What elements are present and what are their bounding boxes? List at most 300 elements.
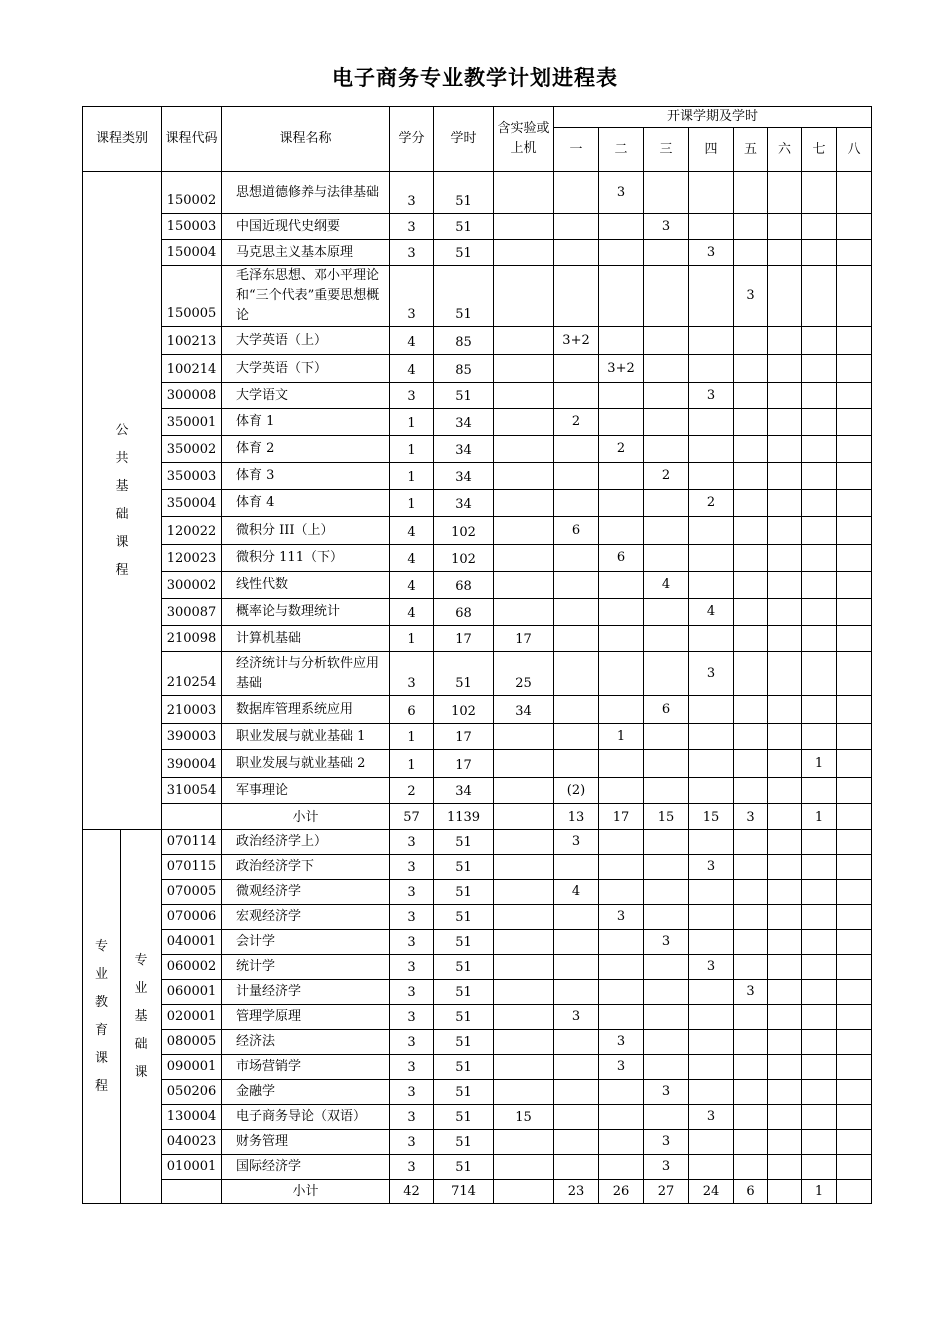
course-semester-hours [554,1105,599,1130]
course-lab [494,750,554,778]
header-hours: 学时 [434,107,494,172]
course-semester-hours: 3 [689,652,734,696]
course-semester-hours: (2) [554,778,599,804]
course-semester-hours [837,626,872,652]
subtotal-semester-hours: 26 [599,1180,644,1204]
header-semester: 四 [689,128,734,172]
header-code: 课程代码 [162,107,222,172]
course-semester-hours [689,572,734,599]
course-semester-hours [554,1080,599,1105]
course-semester-hours [837,696,872,724]
course-semester-hours [802,572,837,599]
course-semester-hours [837,1105,872,1130]
header-semester: 七 [802,128,837,172]
course-semester-hours [802,1155,837,1180]
course-lab [494,490,554,517]
course-semester-hours [802,545,837,572]
course-semester-hours [837,750,872,778]
course-hours: 34 [434,409,494,436]
course-semester-hours: 4 [644,572,689,599]
course-semester-hours [768,1005,802,1030]
course-semester-hours [768,517,802,545]
course-credit: 3 [390,830,434,855]
course-name: 数据库管理系统应用 [222,696,390,724]
course-semester-hours [554,545,599,572]
course-semester-hours [802,980,837,1005]
table-row [83,463,872,490]
subcategory-professional-basic-char: 专 [134,952,148,968]
course-semester-hours [837,545,872,572]
course-semester-hours [802,240,837,266]
course-name: 政治经济学下 [222,855,390,880]
course-name: 会计学 [222,930,390,955]
course-hours: 68 [434,599,494,626]
course-credit: 3 [390,930,434,955]
course-semester-hours [689,327,734,355]
course-semester-hours [837,652,872,696]
course-semester-hours [734,463,768,490]
subtotal-label: 小计 [222,1180,390,1204]
course-semester-hours [599,955,644,980]
course-semester-hours [837,1130,872,1155]
course-lab: 15 [494,1105,554,1130]
course-semester-hours [734,572,768,599]
course-semester-hours [554,1155,599,1180]
course-code: 300002 [162,572,222,599]
course-hours: 51 [434,880,494,905]
course-semester-hours [599,383,644,409]
course-code: 210003 [162,696,222,724]
course-semester-hours [802,1080,837,1105]
course-hours: 51 [434,955,494,980]
category-public-basic [83,172,162,830]
course-semester-hours [689,880,734,905]
course-credit: 4 [390,545,434,572]
course-semester-hours [734,696,768,724]
header-name: 课程名称 [222,107,390,172]
course-lab [494,172,554,214]
course-semester-hours [599,626,644,652]
course-credit: 3 [390,266,434,327]
course-semester-hours: 2 [554,409,599,436]
course-lab: 34 [494,696,554,724]
course-semester-hours: 3+2 [599,355,644,383]
course-semester-hours [689,724,734,750]
course-name: 电子商务导论（双语） [222,1105,390,1130]
course-name: 微观经济学 [222,880,390,905]
course-semester-hours [599,652,644,696]
course-semester-hours [768,240,802,266]
course-semester-hours [734,626,768,652]
subtotal-semester-hours [837,1180,872,1204]
course-credit: 1 [390,724,434,750]
course-credit: 3 [390,1055,434,1080]
curriculum-table [82,106,872,1204]
course-semester-hours [599,240,644,266]
course-code: 150003 [162,214,222,240]
course-semester-hours [599,930,644,955]
course-semester-hours [689,830,734,855]
course-semester-hours [599,1105,644,1130]
course-credit: 3 [390,1155,434,1180]
course-hours: 51 [434,383,494,409]
course-semester-hours [802,626,837,652]
course-credit: 1 [390,750,434,778]
table-row [83,545,872,572]
course-semester-hours [644,1105,689,1130]
subtotal-semester-hours [768,1180,802,1204]
subtotal-semester-hours: 1 [802,1180,837,1204]
course-semester-hours [644,955,689,980]
course-semester-hours [599,409,644,436]
course-semester-hours [837,240,872,266]
course-semester-hours [554,266,599,327]
course-semester-hours [837,1030,872,1055]
course-semester-hours [689,355,734,383]
header-semester: 一 [554,128,599,172]
course-semester-hours [554,490,599,517]
course-semester-hours [734,652,768,696]
course-name: 体育 1 [222,409,390,436]
course-semester-hours [734,724,768,750]
course-semester-hours [768,436,802,463]
course-semester-hours: 3 [644,214,689,240]
course-semester-hours: 3 [599,1055,644,1080]
course-semester-hours [644,266,689,327]
subtotal-semester-hours: 13 [554,804,599,830]
course-credit: 3 [390,214,434,240]
course-code: 100214 [162,355,222,383]
course-semester-hours: 3 [689,955,734,980]
course-semester-hours [599,1155,644,1180]
course-lab [494,327,554,355]
course-semester-hours [599,830,644,855]
subtotal-row [83,804,872,830]
course-semester-hours [554,436,599,463]
course-semester-hours: 3 [734,266,768,327]
course-semester-hours [837,172,872,214]
course-semester-hours [554,724,599,750]
course-lab [494,383,554,409]
course-hours: 102 [434,517,494,545]
course-hours: 102 [434,696,494,724]
course-semester-hours [768,1055,802,1080]
subtotal-credit: 57 [390,804,434,830]
course-semester-hours [599,1130,644,1155]
course-hours: 51 [434,214,494,240]
course-semester-hours [734,955,768,980]
course-semester-hours [802,327,837,355]
course-semester-hours [802,517,837,545]
subcategory-professional-basic-char: 课 [134,1064,148,1080]
table-row [83,830,872,855]
table-row [83,778,872,804]
course-semester-hours [768,855,802,880]
course-semester-hours [734,778,768,804]
table-row [83,955,872,980]
course-semester-hours: 3 [689,1105,734,1130]
category-public-basic-char: 课 [115,534,129,550]
course-credit: 4 [390,517,434,545]
course-lab [494,955,554,980]
header-semesters-group: 开课学期及学时 [554,107,872,128]
course-semester-hours [644,1055,689,1080]
course-code: 300087 [162,599,222,626]
course-semester-hours [599,490,644,517]
course-semester-hours [802,1130,837,1155]
course-code: 150004 [162,240,222,266]
subcategory-professional-basic-char: 基 [134,1008,148,1024]
course-semester-hours [689,778,734,804]
category-public-basic-char: 公 [115,422,129,438]
course-semester-hours [837,266,872,327]
course-code: 070005 [162,880,222,905]
course-semester-hours [768,1080,802,1105]
course-code: 130004 [162,1105,222,1130]
course-semester-hours [802,1105,837,1130]
course-lab [494,240,554,266]
course-semester-hours [734,930,768,955]
course-semester-hours [599,855,644,880]
subcategory-professional-basic [121,830,162,1204]
course-semester-hours [644,830,689,855]
subtotal-hours: 1139 [434,804,494,830]
course-code: 040023 [162,1130,222,1155]
subtotal-semester-hours: 15 [689,804,734,830]
course-credit: 1 [390,490,434,517]
course-name: 大学英语（上） [222,327,390,355]
table-row [83,436,872,463]
course-semester-hours [689,905,734,930]
course-semester-hours [837,1080,872,1105]
course-semester-hours [734,880,768,905]
course-hours: 51 [434,1080,494,1105]
course-semester-hours: 2 [644,463,689,490]
table-row [83,1005,872,1030]
course-hours: 51 [434,1105,494,1130]
course-semester-hours [554,955,599,980]
table-row [83,409,872,436]
course-semester-hours: 4 [554,880,599,905]
course-semester-hours [644,490,689,517]
category-public-basic-char: 共 [115,450,129,466]
subcategory-professional-basic-char: 业 [134,980,148,996]
course-name: 体育 3 [222,463,390,490]
course-semester-hours [734,490,768,517]
course-code: 390003 [162,724,222,750]
header-credit: 学分 [390,107,434,172]
category-public-basic-char: 程 [115,562,129,578]
course-lab [494,855,554,880]
course-semester-hours [802,355,837,383]
course-credit: 1 [390,626,434,652]
course-lab [494,980,554,1005]
course-semester-hours [837,778,872,804]
course-semester-hours [837,1055,872,1080]
course-lab [494,463,554,490]
course-semester-hours [644,545,689,572]
course-semester-hours [554,1030,599,1055]
course-credit: 3 [390,980,434,1005]
course-semester-hours [734,1005,768,1030]
course-semester-hours [644,240,689,266]
course-semester-hours [599,266,644,327]
course-name: 马克思主义基本原理 [222,240,390,266]
course-semester-hours [768,880,802,905]
course-semester-hours [644,383,689,409]
category-public-basic-char: 基 [115,478,129,494]
course-name: 计量经济学 [222,980,390,1005]
course-semester-hours [837,355,872,383]
course-semester-hours [599,214,644,240]
course-semester-hours [689,214,734,240]
course-hours: 85 [434,355,494,383]
course-credit: 4 [390,599,434,626]
course-semester-hours: 3 [599,905,644,930]
course-semester-hours [802,463,837,490]
table-row [83,905,872,930]
course-semester-hours [644,626,689,652]
course-lab [494,572,554,599]
course-hours: 51 [434,1055,494,1080]
course-lab [494,1080,554,1105]
course-semester-hours [554,172,599,214]
subtotal-code-cell [162,1180,222,1204]
course-semester-hours [599,599,644,626]
course-semester-hours [768,1030,802,1055]
course-name: 经济统计与分析软件应用基础 [222,652,390,696]
course-semester-hours: 3 [599,1030,644,1055]
course-semester-hours [802,1030,837,1055]
course-semester-hours [837,855,872,880]
course-hours: 68 [434,572,494,599]
course-semester-hours [734,830,768,855]
course-semester-hours [768,955,802,980]
course-semester-hours [802,490,837,517]
course-semester-hours [554,652,599,696]
course-lab [494,724,554,750]
category-professional-education-char: 课 [94,1050,108,1066]
course-semester-hours [554,355,599,383]
course-semester-hours [599,517,644,545]
course-semester-hours [734,409,768,436]
course-lab [494,1130,554,1155]
course-hours: 51 [434,1030,494,1055]
course-semester-hours: 3 [554,1005,599,1030]
course-lab [494,1030,554,1055]
table-row [83,750,872,778]
category-professional-education-char: 程 [94,1078,108,1094]
course-semester-hours [837,1005,872,1030]
course-credit: 3 [390,1130,434,1155]
course-hours: 17 [434,750,494,778]
course-semester-hours [644,355,689,383]
course-lab [494,830,554,855]
course-semester-hours [689,930,734,955]
course-semester-hours [734,436,768,463]
course-semester-hours [837,880,872,905]
course-code: 390004 [162,750,222,778]
course-semester-hours [768,750,802,778]
table-row [83,626,872,652]
course-code: 310054 [162,778,222,804]
course-semester-hours: 3 [644,1130,689,1155]
course-semester-hours [644,1005,689,1030]
course-semester-hours [689,626,734,652]
header-category: 课程类别 [83,107,162,172]
header-semester: 三 [644,128,689,172]
course-hours: 51 [434,980,494,1005]
category-professional-education-char: 育 [94,1022,108,1038]
course-lab [494,517,554,545]
course-semester-hours [689,463,734,490]
course-semester-hours [644,436,689,463]
course-code: 070114 [162,830,222,855]
course-name: 市场营销学 [222,1055,390,1080]
header-semester: 五 [734,128,768,172]
course-semester-hours [734,599,768,626]
course-hours: 102 [434,545,494,572]
course-name: 大学语文 [222,383,390,409]
table-row [83,355,872,383]
course-semester-hours [644,980,689,1005]
course-semester-hours [802,905,837,930]
course-semester-hours [802,652,837,696]
table-row [83,980,872,1005]
course-semester-hours [554,240,599,266]
page-title: 电子商务专业教学计划进程表 [332,66,618,90]
course-semester-hours [689,1155,734,1180]
course-name: 体育 2 [222,436,390,463]
course-credit: 6 [390,696,434,724]
course-semester-hours [734,517,768,545]
course-semester-hours [802,436,837,463]
course-semester-hours [599,696,644,724]
course-semester-hours [734,1105,768,1130]
course-credit: 3 [390,383,434,409]
course-credit: 4 [390,572,434,599]
course-semester-hours [734,355,768,383]
course-code: 150005 [162,266,222,327]
course-semester-hours [689,1030,734,1055]
course-semester-hours [837,409,872,436]
course-semester-hours [802,724,837,750]
course-hours: 34 [434,490,494,517]
course-semester-hours [734,383,768,409]
course-semester-hours [689,980,734,1005]
course-credit: 3 [390,1105,434,1130]
course-semester-hours [554,1130,599,1155]
table-row [83,327,872,355]
course-code: 090001 [162,1055,222,1080]
course-credit: 1 [390,463,434,490]
course-semester-hours [768,696,802,724]
course-semester-hours [768,626,802,652]
course-semester-hours [734,172,768,214]
course-semester-hours: 3 [554,830,599,855]
course-hours: 51 [434,652,494,696]
course-name: 国际经济学 [222,1155,390,1180]
course-hours: 34 [434,436,494,463]
course-semester-hours [837,1155,872,1180]
course-semester-hours [689,517,734,545]
table-row [83,1155,872,1180]
course-name: 微积分 111（下） [222,545,390,572]
course-semester-hours [802,1055,837,1080]
course-hours: 85 [434,327,494,355]
course-name: 体育 4 [222,490,390,517]
course-code: 070006 [162,905,222,930]
